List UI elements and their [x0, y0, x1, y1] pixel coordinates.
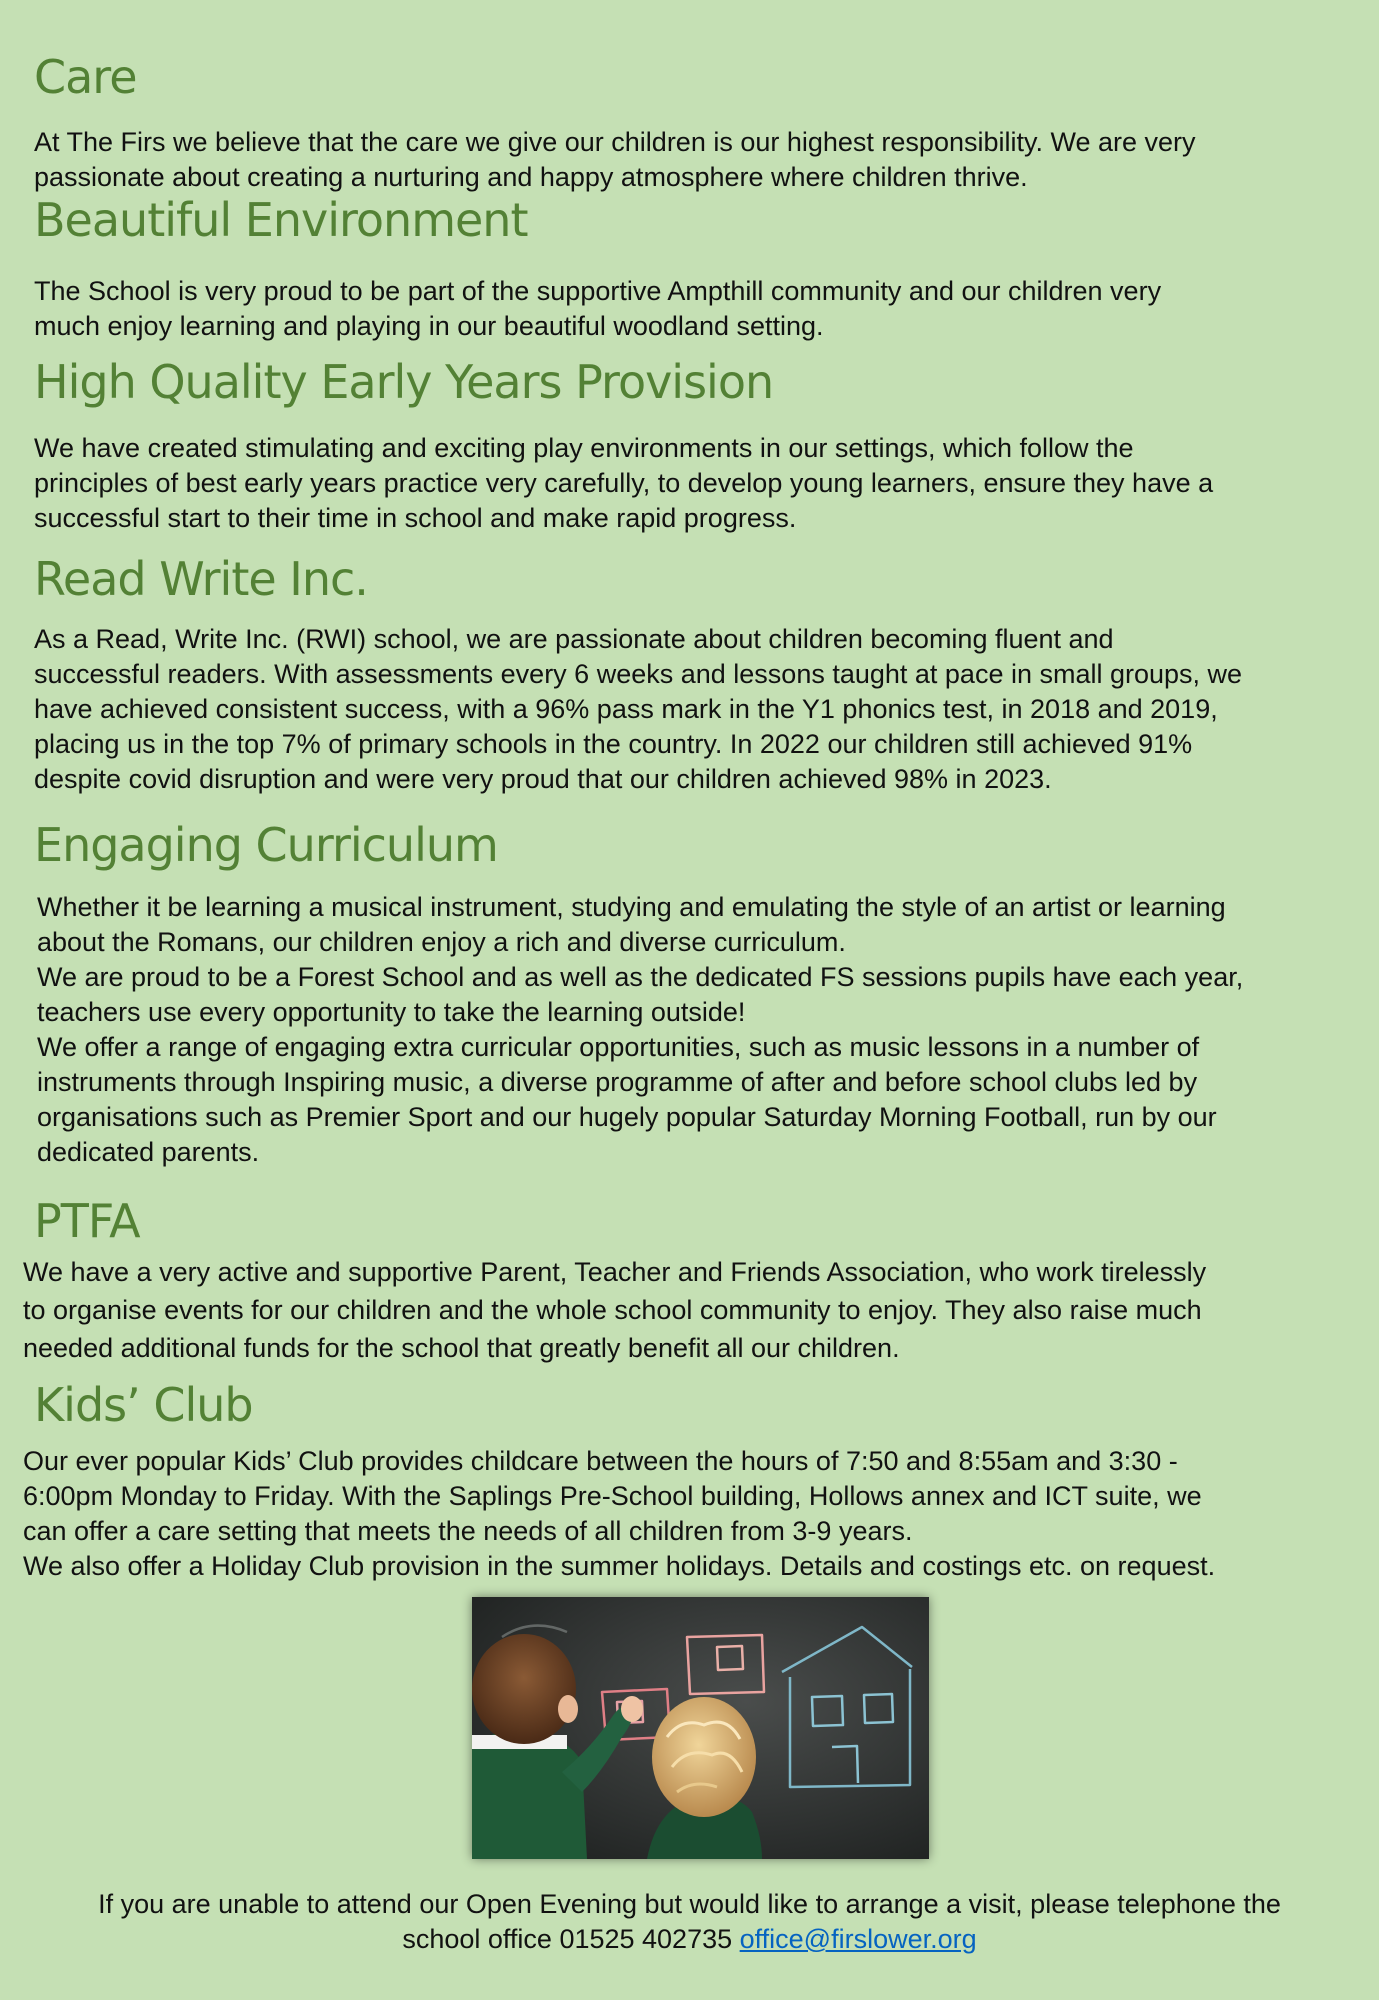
- text-line: At The Firs we believe that the care we give our children is our highest responsibility. We are very: [34, 127, 1196, 157]
- text-line: have achieved consistent success, with a 96% pass mark in the Y1 phonics test, in 2018 and 2019,: [34, 694, 1218, 724]
- text-line: successful start to their time in school and make rapid progress.: [34, 503, 797, 533]
- environment-paragraph: [34, 274, 1354, 344]
- text-line: much enjoy learning and playing in our beautiful woodland setting.: [34, 311, 824, 341]
- text-line: principles of best early years practice very carefully, to develop young learners, ensure they have a: [34, 468, 1214, 498]
- heading-kids-club: Kids’ Club: [34, 1378, 253, 1432]
- heading-beautiful-environment: Beautiful Environment: [34, 193, 528, 247]
- text-line: can offer a care setting that meets the needs of all children from 3-9 years.: [23, 1516, 913, 1546]
- children-blackboard-photo: [472, 1597, 929, 1859]
- ptfa-paragraph: [23, 1253, 1343, 1367]
- footer-phone-text: school office 01525 402735: [402, 1924, 740, 1954]
- text-line: We are proud to be a Forest School and as well as the dedicated FS sessions pupils have each year,: [37, 962, 1244, 992]
- text-line: We also offer a Holiday Club provision in the summer holidays. Details and costings etc. on request.: [23, 1551, 1216, 1581]
- text-line: Our ever popular Kids’ Club provides childcare between the hours of 7:50 and 8:55am and 3:30 -: [23, 1446, 1178, 1476]
- text-line: 6:00pm Monday to Friday. With the Saplings Pre-School building, Hollows annex and ICT suite, we: [23, 1481, 1202, 1511]
- footer-contact: [0, 1887, 1379, 1957]
- text-line: dedicated parents.: [37, 1137, 260, 1167]
- text-line: successful readers. With assessments every 6 weeks and lessons taught at pace in small groups, we: [34, 659, 1243, 689]
- text-line: despite covid disruption and were very proud that our children achieved 98% in 2023.: [34, 764, 1052, 794]
- text-line: The School is very proud to be part of the supportive Ampthill community and our children very: [34, 276, 1162, 306]
- heading-early-years: High Quality Early Years Provision: [34, 355, 774, 409]
- text-line: placing us in the top 7% of primary schools in the country. In 2022 our children still achieved 91%: [34, 729, 1193, 759]
- text-line: to organise events for our children and the whole school community to enjoy. They also raise much: [23, 1295, 1202, 1325]
- text-line: passionate about creating a nurturing and happy atmosphere where children thrive.: [34, 162, 1028, 192]
- rwi-paragraph: [34, 622, 1354, 797]
- kids-club-paragraph: [23, 1444, 1343, 1584]
- text-line: Whether it be learning a musical instrument, studying and emulating the style of an artist or learning: [37, 892, 1226, 922]
- text-line: needed additional funds for the school that greatly benefit all our children.: [23, 1333, 900, 1363]
- footer-line: If you are unable to attend our Open Evening but would like to arrange a visit, please telephone the: [98, 1889, 1281, 1919]
- heading-care: Care: [34, 50, 137, 104]
- heading-ptfa: PTFA: [34, 1194, 140, 1248]
- early-years-paragraph: [34, 431, 1354, 536]
- care-paragraph: [34, 125, 1354, 195]
- email-link[interactable]: office@firslower.org: [739, 1924, 977, 1954]
- text-line: about the Romans, our children enjoy a rich and diverse curriculum.: [37, 927, 846, 957]
- heading-engaging-curriculum: Engaging Curriculum: [34, 818, 498, 872]
- text-line: As a Read, Write Inc. (RWI) school, we are passionate about children becoming fluent and: [34, 624, 1114, 654]
- text-line: We offer a range of engaging extra curricular opportunities, such as music lessons in a number of: [37, 1032, 1200, 1062]
- text-line: organisations such as Premier Sport and our hugely popular Saturday Morning Football, run by our: [37, 1102, 1217, 1132]
- curriculum-paragraph: [37, 890, 1357, 1170]
- text-line: teachers use every opportunity to take the learning outside!: [37, 997, 746, 1027]
- heading-read-write-inc: Read Write Inc.: [34, 552, 368, 606]
- text-line: instruments through Inspiring music, a diverse programme of after and before school clubs led by: [37, 1067, 1198, 1097]
- text-line: We have created stimulating and exciting play environments in our settings, which follow the: [34, 433, 1134, 463]
- text-line: We have a very active and supportive Parent, Teacher and Friends Association, who work tirelessly: [23, 1257, 1207, 1287]
- footer-line: [0, 1922, 1379, 1957]
